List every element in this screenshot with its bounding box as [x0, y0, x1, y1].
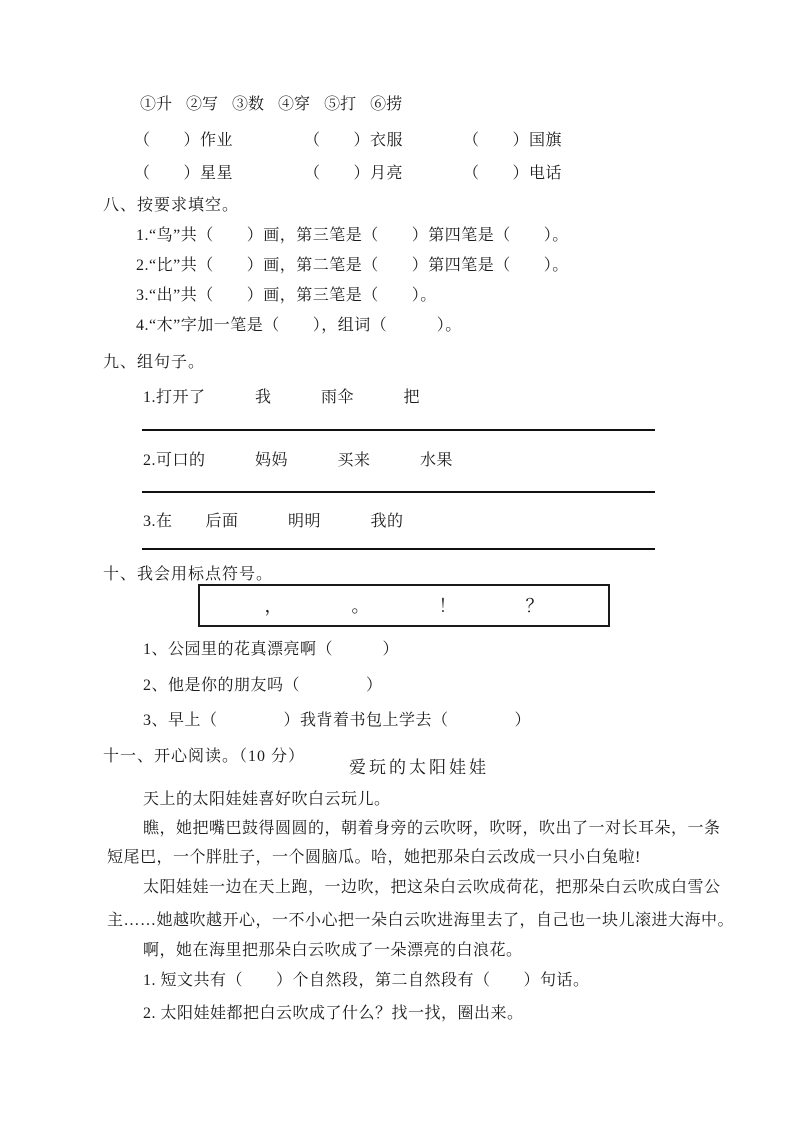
section8-item: 3.“出”共（ ）画，第三笔是（ ）。 [136, 287, 437, 304]
section8-item: 4.“木”字加一笔是（ ），组词（ ）。 [136, 317, 462, 334]
match-blank-zuoye: （ ）作业 [134, 132, 234, 149]
section8-heading: 八、按要求填空。 [103, 197, 240, 214]
match-blank-dianhua: （ ）电话 [463, 165, 563, 182]
section10-item: 1、公园里的花真漂亮啊（ ） [143, 641, 400, 658]
reading-question: 1. 短文共有（ ）个自然段，第二自然段有（ ）句话。 [143, 972, 590, 989]
answer-line [142, 429, 655, 431]
word-bank-item: ②写 [186, 96, 219, 113]
passage-line: 瞧，她把嘴巴鼓得圆圆的，朝着身旁的云吹呀，吹呀，吹出了一对长耳朵，一条 [143, 820, 721, 837]
match-blank-xingxing: （ ）星星 [134, 165, 234, 182]
reading-question: 2. 太阳娃娃都把白云吹成了什么？找一找，圈出来。 [143, 1005, 524, 1022]
match-blank-yifu: （ ）衣服 [304, 132, 404, 149]
match-blank-yueliang: （ ）月亮 [304, 165, 404, 182]
reading-title: 爱玩的太阳娃娃 [349, 758, 489, 777]
punctuation-exclamation: ！ [438, 595, 457, 616]
word-bank-item: ④穿 [278, 96, 311, 113]
word-bank-row [140, 95, 402, 115]
word-bank-item: ⑤打 [324, 96, 357, 113]
passage-line: 太阳娃娃一边在天上跑，一边吹，把这朵白云吹成荷花，把那朵白云吹成白雪公 [143, 879, 721, 896]
section9-item: 1.打开了 我 雨伞 把 [143, 389, 421, 406]
passage-line: 天上的太阳娃娃喜好吹白云玩儿。 [143, 791, 391, 808]
punctuation-comma: ， [264, 595, 283, 616]
section10-item: 2、他是你的朋友吗（ ） [143, 677, 383, 694]
answer-line [142, 548, 655, 550]
answer-line [142, 491, 655, 493]
word-bank-item: ③数 [232, 96, 265, 113]
section11-heading: 十一、开心阅读。（10 分） [103, 748, 306, 765]
section9-item: 2.可口的 妈妈 买来 水果 [143, 452, 454, 469]
section8-item: 2.“比”共（ ）画，第二笔是（ ）第四笔是（ ）。 [136, 257, 569, 274]
passage-line: 啊，她在海里把那朵白云吹成了一朵漂亮的白浪花。 [143, 942, 523, 959]
punctuation-period: 。 [351, 595, 370, 616]
passage-line: 主……她越吹越开心，一不小心把一朵白云吹进海里去了，自己也一块儿滚进大海中。 [107, 912, 735, 929]
word-bank-item: ①升 [140, 96, 173, 113]
punctuation-box [198, 584, 610, 627]
section8-item: 1.“鸟”共（ ）画，第三笔是（ ）第四笔是（ ）。 [136, 227, 569, 244]
punctuation-question: ？ [525, 595, 544, 616]
word-bank-item: ⑥捞 [370, 96, 403, 113]
section9-item: 3.在 后面 明明 我的 [143, 513, 404, 530]
section9-heading: 九、组句子。 [103, 354, 206, 371]
section10-item: 3、早上（ ）我背着书包上学去（ ） [143, 712, 532, 729]
section10-heading: 十、我会用标点符号。 [103, 566, 274, 583]
match-blank-guoqi: （ ）国旗 [463, 132, 563, 149]
passage-line: 短尾巴，一个胖肚子，一个圆脑瓜。哈，她把那朵白云改成一只小白兔啦! [107, 849, 641, 866]
